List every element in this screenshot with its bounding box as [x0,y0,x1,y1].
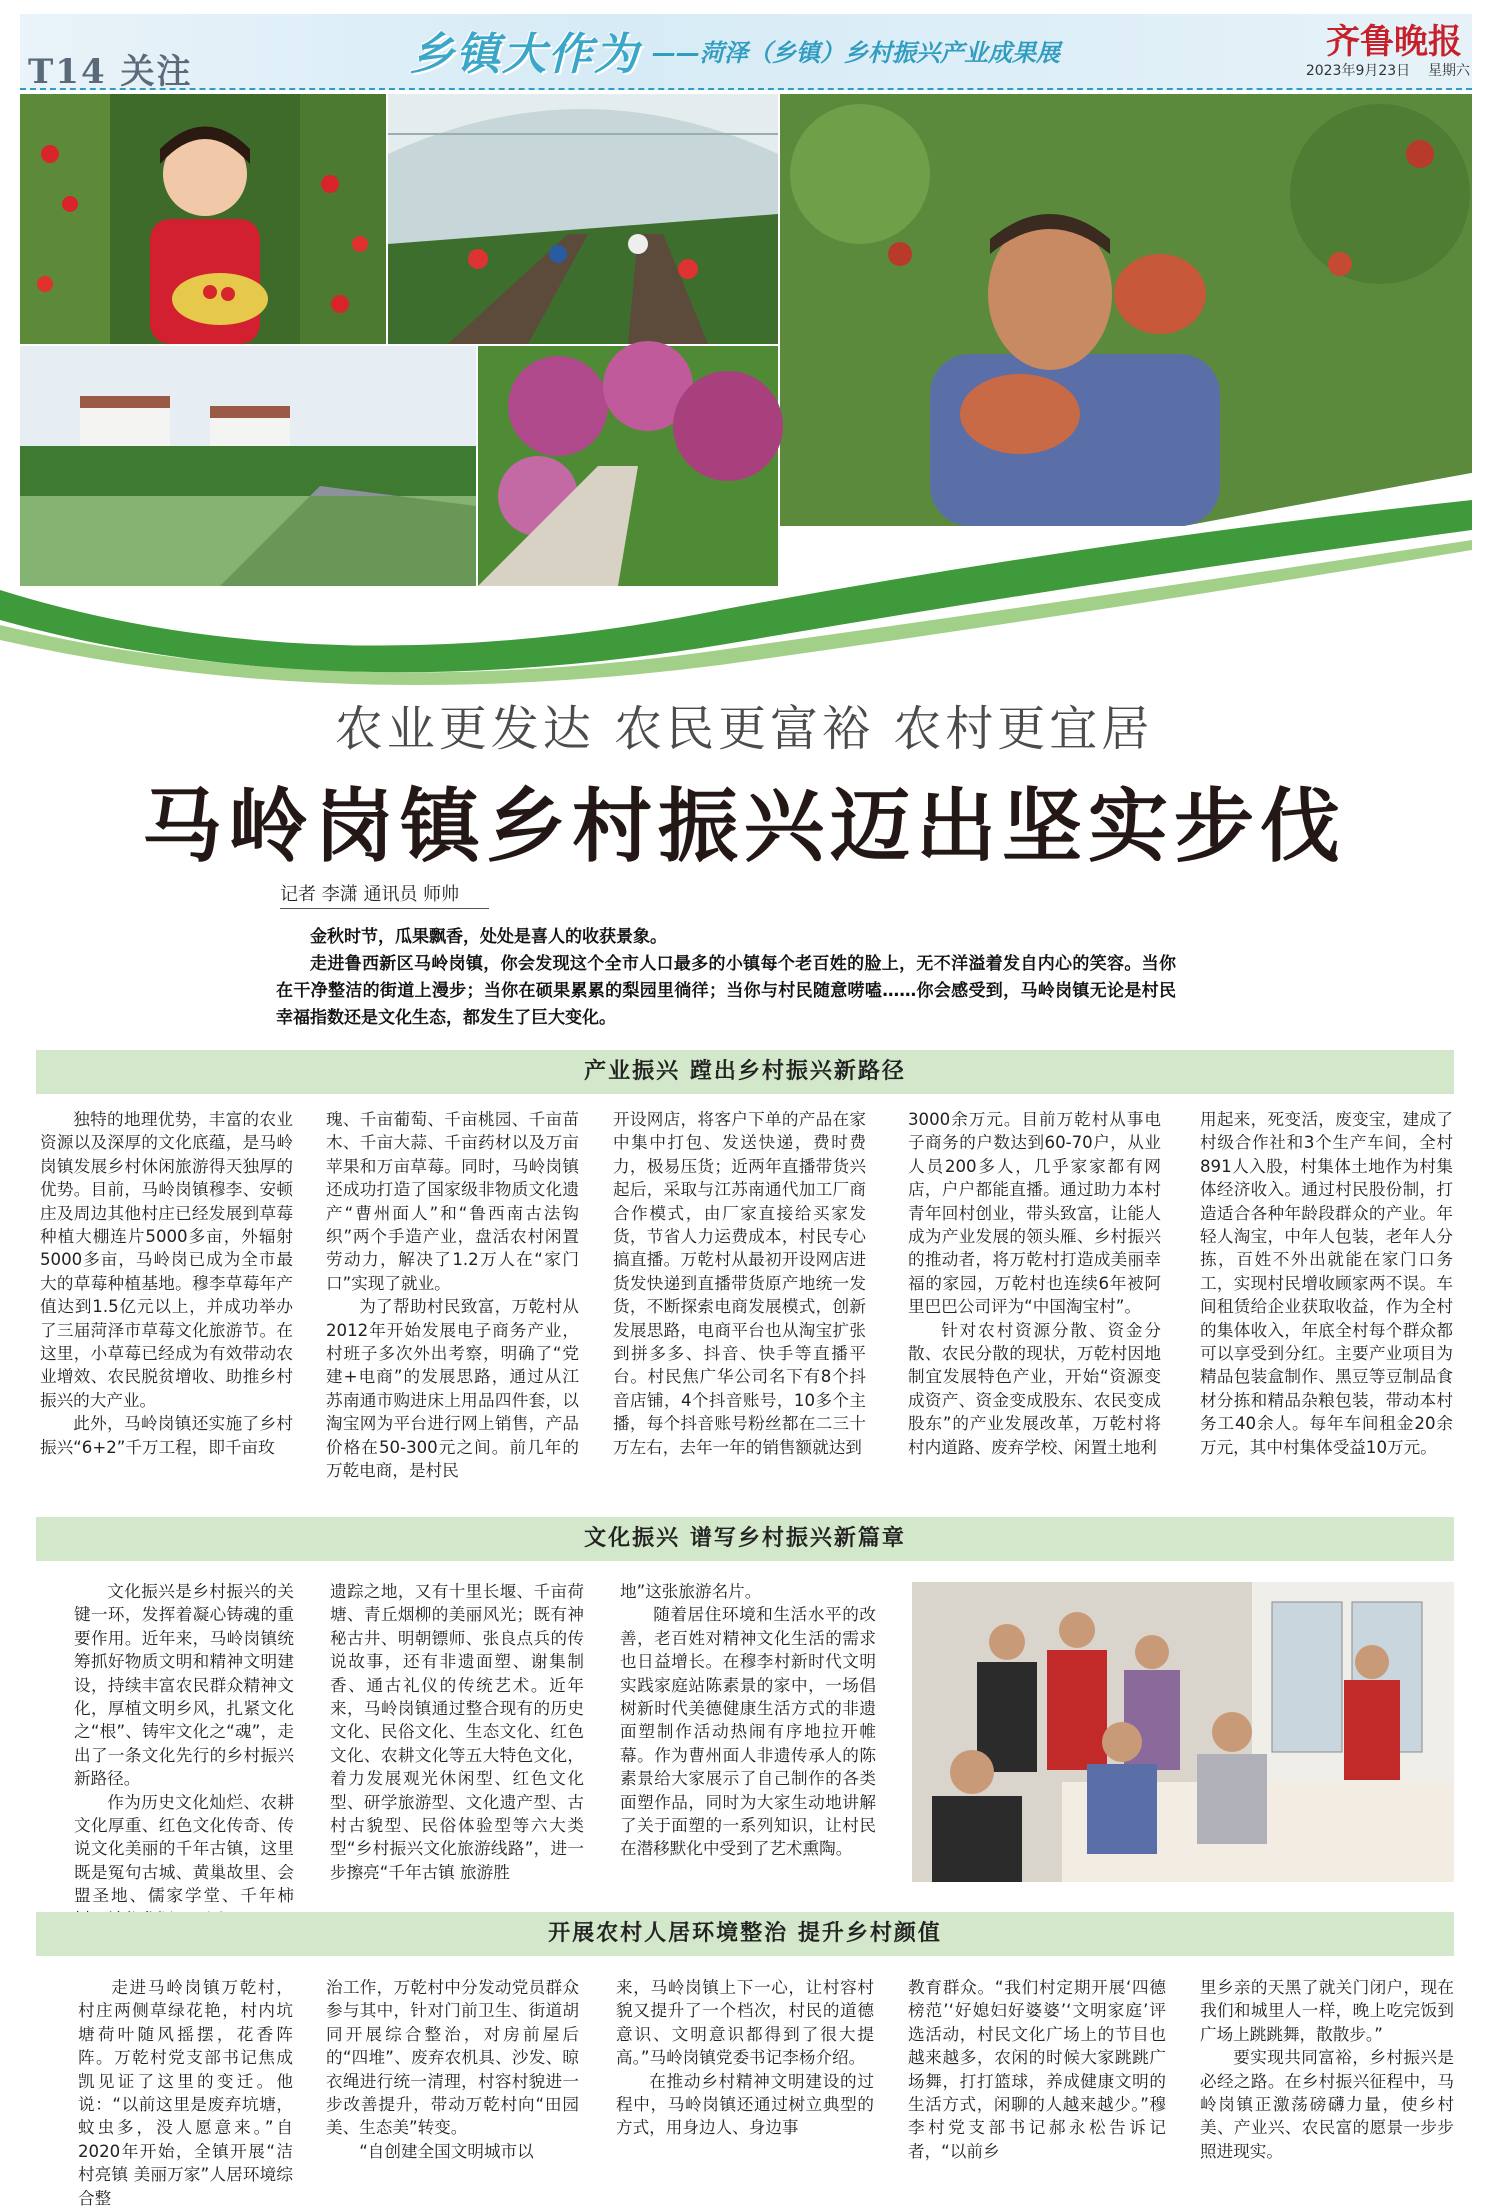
body-paragraph: 在推动乡村精神文明建设的过程中，马岭岗镇还通过树立典型的方式，用身边人、身边事 [616,2071,874,2138]
body-paragraph: 针对农村资源分散、资金分散、农民分散的现状，万乾村因地制宜发展特色产业，开始“资源变成资产、资金变成股东、农民变成股东”的产业发展改革，万乾村将村内道路、废弃学校、闲置土地利 [908,1320,1161,1457]
green-wave-decoration [0,470,1488,700]
section-column [1200,1108,1453,1488]
farmer-pomegranate-photo [780,94,1472,526]
article-headline: 马岭岗镇乡村振兴迈出坚实步伐 [142,779,1346,873]
date-text: 2023年9月23日 [1305,63,1411,79]
section-column [326,1976,579,2181]
article-lead [276,924,1176,1032]
body-paragraph: 开设网店，将客户下单的产品在家中集中打包、发送快递，费时费力，极易压货；近两年直播带货兴起后，采取与江苏南通代加工厂商合作模式，由厂家直接给买家发货，节省人力运费成本，村民专心搞直播。万乾村从最初开设网店进货发快递到直播带货原产地统一发货，不断探索电商发展模式，创新发展思路，电商平台也从淘宝扩张到拼多多、抖音、快手等直播平台。村民焦广华公司名下有8个抖音店铺，4个抖音账号，10多个主播，每个抖音账号粉丝都在二三十万左右，去年一年的销售额就达到 [613,1110,866,1457]
lead-paragraph: 金秋时节，瓜果飘香，处处是喜人的收获景象。 [310,927,667,947]
body-paragraph: 教育群众。“我们村定期开展‘四德榜范’‘好媳妇好婆婆’‘文明家庭’评选活动，村民文化广场上的节目也越来越多，农闲的时候大家跳跳广场舞，打打篮球，养成健康文明的生活方式，闲聊的人越来越少。”穆李村党支部书记郝永松告诉记者，“以前乡 [908,1978,1166,2161]
section-column [330,1580,584,1880]
banner-title: 乡镇大作为 [410,29,640,80]
body-paragraph: 地”这张旅游名片。 [620,1582,762,1601]
body-paragraph: 独特的地理优势，丰富的农业资源以及深厚的文化底蕴，是马岭岗镇发展乡村休闲旅游得天独厚的优势。目前，马岭岗镇穆李、安顿庄及周边其他村庄已经发展到草莓种植大棚连片5000多亩，外辐射5000多亩，马岭岗已成为全市最大的草莓种植基地。穆李草莓年产值达到1.5亿元以上，并成功举办了三届菏泽市草莓文化旅游节。在这里，小草莓已经成为有效带动农业增效、农民脱贫增收、助推乡村振兴的大产业。 [40,1110,293,1410]
body-paragraph: 作为历史文化灿烂、农耕文化厚重、红色文化传奇、传说文化美丽的千年古镇，这里既是冤句古城、黄巢故里、会盟圣地、儒家学堂、千年柿 [74,1792,294,1906]
newspaper-logo: 齐鲁晚报 [1326,22,1462,62]
body-paragraph: 随着居住环境和生活水平的改善，老百姓对精神文化生活的需求也日益增长。在穆李村新时代文明实践家庭站陈素景的家中，一场倡树新时代美德健康生活方式的非遗面塑制作活动热闹有序地拉开帷幕。作为曹州面人非遗传承人的陈素景给大家展示了自己制作的各类面塑作品，同时为大家生动地讲解了关于面塑的一系列知识，让村民在潜移默化中受到了艺术熏陶。 [620,1605,876,1859]
page-number: T14 关注 [28,52,193,92]
lead-paragraph: 走进鲁西新区马岭岗镇，你会发现这个全市人口最多的小镇每个老百姓的脸上，无不洋溢着发自内心的笑容。当你在干净整洁的街道上漫步；当你在硕果累累的梨园里徜徉；当你与村民随意唠嗑……你会感受到，马岭岗镇无论是村民幸福指数还是文化生态，都发生了巨大变化。 [276,954,1176,1028]
section-title-environment: 开展农村人居环境整治 提升乡村颜值 [36,1912,1454,1956]
body-paragraph: 为了帮助村民致富，万乾村从2012年开始发展电子商务产业，村班子多次外出考察，明确了“党建+电商”的发展思路，通过从江苏南通市购进床上用品四件套，以淘宝网为平台进行网上销售，产品价格在50-300元之间。前几年的万乾电商，是村民 [326,1297,579,1481]
section-column [616,1976,874,2181]
section-column [613,1108,866,1488]
body-paragraph: 要实现共同富裕，乡村振兴是必经之路。在乡村振兴征程中，马岭岗镇正激荡磅礴力量，使乡村美、产业兴、农民富的愿景一步步照进现实。 [1200,2048,1454,2161]
section-column [908,1976,1166,2181]
section-column [620,1580,876,1880]
section-column [326,1108,579,1488]
greenhouse-pickers-photo [388,94,778,344]
section-column [908,1108,1161,1488]
dough-sculpture-class-photo [912,1582,1454,1882]
body-paragraph: 走进马岭岗镇万乾村，村庄两侧草绿花艳，村内坑塘荷叶随风摇摆，花香阵阵。万乾村党支部书记焦成凯见证了这里的变迁。他说：“以前这里是废弃坑塘，蚊虫多，没人愿意来。”自2020年开始，全镇开展“洁村亮镇 美丽万家”人居环境综合整 [78,1978,293,2208]
body-paragraph: 文化振兴是乡村振兴的关键一环，发挥着凝心铸魂的重要作用。近年来，马岭岗镇统筹抓好物质文明和精神文明建设，持续丰富农民群众精神文化，厚植文明乡风，扎紧文化之“根”、铸牢文化之“魂”，走出了一条文化先行的乡村振兴新路径。 [74,1582,294,1789]
section-title-culture: 文化振兴 谱写乡村振兴新篇章 [36,1517,1454,1561]
section-column [78,1976,293,2208]
article-byline: 记者 李潇 通讯员 师帅 [280,880,489,909]
banner-subtitle: ——菏泽（乡镇）乡村振兴产业成果展 [652,38,1060,67]
body-paragraph: 里乡亲的天黑了就关门闭户，现在我们和城里人一样，晚上吃完饭到广场上跳跳舞，散散步。” [1200,1978,1454,2044]
section-column [40,1108,293,1488]
issue-date [1306,60,1470,80]
body-paragraph: 遗踪之地，又有十里长堰、千亩荷塘、青丘烟柳的美丽风光；既有神秘古井、明朝镖师、张良点兵的传说故事，还有非遗面塑、谢集制香、通古礼仪的传统艺术。近年来，马岭岗镇通过整合现有的历史文化、民俗文化、生态文化、红色文化、农耕文化等五大特色文化，着力发展观光休闲型、红色文化型、研学旅游型、文化遗产型、古村古貌型、民俗体验型等六大类型“乡村振兴文化旅游线路”，进一步擦亮“千年古镇 旅游胜 [330,1582,584,1882]
column-banner [410,24,1060,80]
body-paragraph: 3000余万元。目前万乾村从事电子商务的户数达到60-70户，从业人员200多人，几乎家家都有网店，户户都能直播。通过助力本村青年回村创业，带头致富，让能人成为产业发展的领头雁、乡村振兴的推动者，将万乾村打造成美丽幸福的家园，万乾村也连续6年被阿里巴巴公司评为“中国淘宝村”。 [908,1110,1161,1317]
section-column [1200,1976,1454,2181]
body-paragraph: 瑰、千亩葡萄、千亩桃园、千亩苗木、千亩大蒜、千亩药材以及万亩苹果和万亩草莓。同时，马岭岗镇还成功打造了国家级非物质文化遗产“曹州面人”和“鲁西南古法钩织”两个手造产业，盘活农村闲置劳动力，解决了1.2万人在“家门口”实现了就业。 [326,1110,579,1293]
body-paragraph: 治工作，万乾村中分发动党员群众参与其中，针对门前卫生、街道胡同开展综合整治，对房前屋后的“四堆”、废弃农机具、沙发、晾衣绳进行统一清理，村容村貌进一步改善提升，带动万乾村向“田园美、生态美”转变。 [326,1978,579,2138]
weekday-text: 星期六 [1428,63,1470,79]
section-title-industry: 产业振兴 蹚出乡村振兴新路径 [36,1050,1454,1094]
body-paragraph: 用起来，死变活，废变宝，建成了村级合作社和3个生产车间，全村891人入股，村集体土地作为村集体经济收入。通过村民股份制，打造适合各种年龄段群众的产业。年轻人淘宝，中年人包装，老年人分拣，百姓不外出就能在家门口务工，实现村民增收顾家两不误。车间租赁给企业获取收益，作为全村的集体收入，年底全村每个群众都可以享受到分红。主要产业项目为精品包装盒制作、黑豆等豆制品食材分拣和精品杂粮包装，带动本村务工40余人。每年车间租金20余万元，其中村集体受益10万元。 [1200,1110,1453,1457]
body-paragraph: 此外，马岭岗镇还实施了乡村振兴“6+2”千万工程，即千亩玫 [40,1414,293,1457]
girl-strawberry-photo [20,94,386,344]
section-column [74,1580,294,1906]
body-paragraph: 来，马岭岗镇上下一心，让村容村貌又提升了一个档次，村民的道德意识、文明意识都得到了很大提高。”马岭岗镇党委书记李杨介绍。 [616,1978,874,2068]
body-paragraph: “自创建全国文明城市以 [359,2141,534,2161]
article-slogan: 农业更发达 农民更富裕 农村更宜居 [334,701,1154,757]
header-divider [20,88,1472,90]
